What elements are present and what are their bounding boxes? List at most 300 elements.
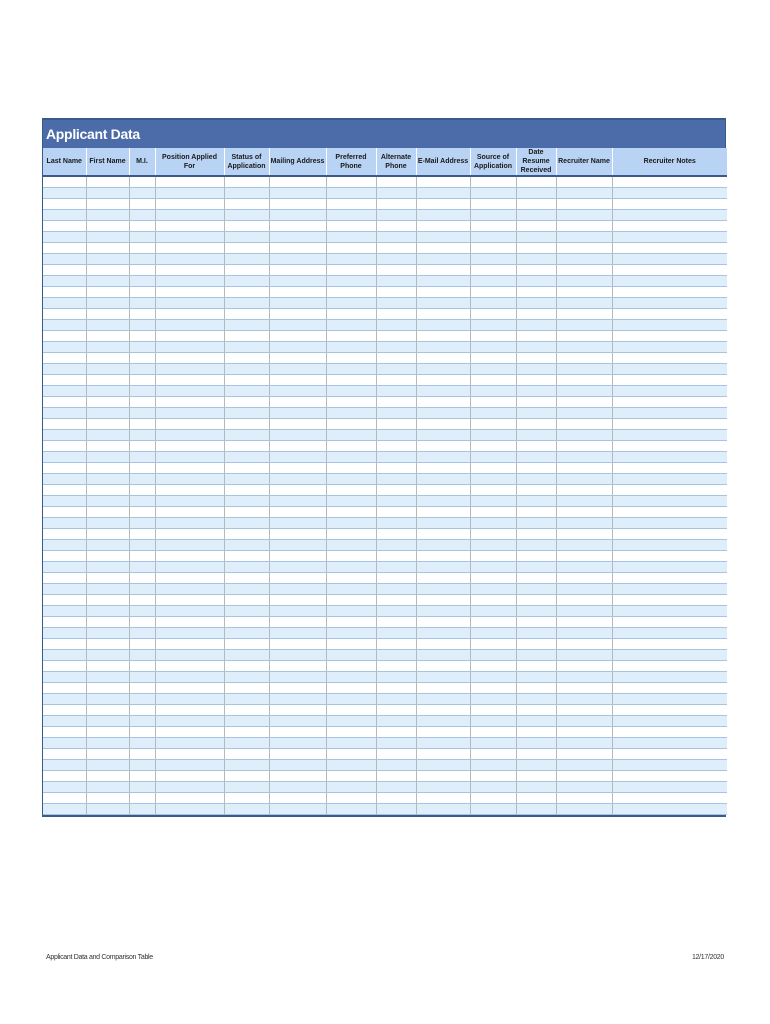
table-cell[interactable] (326, 782, 376, 793)
table-cell[interactable] (556, 188, 612, 199)
table-cell[interactable] (326, 518, 376, 529)
table-cell[interactable] (155, 749, 224, 760)
table-cell[interactable] (376, 397, 416, 408)
table-cell[interactable] (224, 804, 269, 815)
table-cell[interactable] (269, 397, 326, 408)
table-cell[interactable] (129, 386, 155, 397)
table-cell[interactable] (269, 661, 326, 672)
table-cell[interactable] (376, 551, 416, 562)
table-cell[interactable] (43, 276, 86, 287)
table-cell[interactable] (43, 232, 86, 243)
table-cell[interactable] (516, 705, 556, 716)
table-cell[interactable] (612, 529, 727, 540)
table-cell[interactable] (224, 573, 269, 584)
table-cell[interactable] (416, 386, 470, 397)
table-cell[interactable] (612, 782, 727, 793)
table-cell[interactable] (269, 573, 326, 584)
table-cell[interactable] (224, 551, 269, 562)
table-cell[interactable] (416, 199, 470, 210)
table-cell[interactable] (416, 551, 470, 562)
table-cell[interactable] (612, 496, 727, 507)
table-cell[interactable] (86, 760, 129, 771)
table-cell[interactable] (556, 529, 612, 540)
table-cell[interactable] (516, 485, 556, 496)
table-cell[interactable] (556, 705, 612, 716)
table-cell[interactable] (416, 232, 470, 243)
table-cell[interactable] (326, 353, 376, 364)
table-cell[interactable] (612, 485, 727, 496)
table-cell[interactable] (556, 474, 612, 485)
table-cell[interactable] (470, 452, 516, 463)
table-cell[interactable] (416, 683, 470, 694)
table-cell[interactable] (224, 408, 269, 419)
table-cell[interactable] (556, 287, 612, 298)
table-cell[interactable] (86, 650, 129, 661)
table-cell[interactable] (470, 485, 516, 496)
table-cell[interactable] (86, 573, 129, 584)
table-cell[interactable] (86, 595, 129, 606)
table-cell[interactable] (269, 375, 326, 386)
table-cell[interactable] (129, 210, 155, 221)
table-cell[interactable] (376, 353, 416, 364)
table-cell[interactable] (556, 210, 612, 221)
table-cell[interactable] (326, 540, 376, 551)
table-cell[interactable] (516, 397, 556, 408)
table-cell[interactable] (43, 771, 86, 782)
table-cell[interactable] (376, 265, 416, 276)
table-cell[interactable] (612, 771, 727, 782)
table-cell[interactable] (376, 595, 416, 606)
table-cell[interactable] (269, 210, 326, 221)
table-cell[interactable] (269, 617, 326, 628)
table-cell[interactable] (516, 507, 556, 518)
table-cell[interactable] (376, 254, 416, 265)
table-cell[interactable] (326, 738, 376, 749)
table-cell[interactable] (43, 320, 86, 331)
table-cell[interactable] (129, 375, 155, 386)
table-cell[interactable] (470, 694, 516, 705)
table-cell[interactable] (43, 793, 86, 804)
table-cell[interactable] (269, 419, 326, 430)
table-cell[interactable] (43, 243, 86, 254)
table-cell[interactable] (129, 606, 155, 617)
table-cell[interactable] (129, 364, 155, 375)
table-cell[interactable] (269, 342, 326, 353)
table-cell[interactable] (612, 562, 727, 573)
table-cell[interactable] (416, 705, 470, 716)
table-cell[interactable] (326, 397, 376, 408)
table-cell[interactable] (43, 661, 86, 672)
table-cell[interactable] (416, 474, 470, 485)
table-cell[interactable] (470, 650, 516, 661)
table-cell[interactable] (155, 716, 224, 727)
table-cell[interactable] (416, 562, 470, 573)
table-cell[interactable] (556, 782, 612, 793)
table-cell[interactable] (224, 265, 269, 276)
table-cell[interactable] (376, 804, 416, 815)
table-cell[interactable] (516, 595, 556, 606)
table-cell[interactable] (556, 243, 612, 254)
table-cell[interactable] (86, 320, 129, 331)
table-cell[interactable] (43, 199, 86, 210)
table-cell[interactable] (129, 617, 155, 628)
table-cell[interactable] (224, 441, 269, 452)
table-cell[interactable] (129, 705, 155, 716)
table-cell[interactable] (470, 397, 516, 408)
table-cell[interactable] (224, 485, 269, 496)
table-cell[interactable] (224, 232, 269, 243)
table-cell[interactable] (470, 199, 516, 210)
table-cell[interactable] (129, 232, 155, 243)
table-cell[interactable] (326, 309, 376, 320)
table-cell[interactable] (129, 287, 155, 298)
table-cell[interactable] (556, 507, 612, 518)
table-cell[interactable] (43, 573, 86, 584)
table-cell[interactable] (129, 474, 155, 485)
table-cell[interactable] (155, 584, 224, 595)
table-cell[interactable] (86, 606, 129, 617)
table-cell[interactable] (155, 760, 224, 771)
table-cell[interactable] (516, 573, 556, 584)
table-cell[interactable] (269, 639, 326, 650)
table-cell[interactable] (326, 276, 376, 287)
table-cell[interactable] (86, 188, 129, 199)
table-cell[interactable] (224, 342, 269, 353)
table-cell[interactable] (556, 771, 612, 782)
table-cell[interactable] (269, 188, 326, 199)
table-cell[interactable] (129, 254, 155, 265)
table-cell[interactable] (326, 672, 376, 683)
table-cell[interactable] (470, 309, 516, 320)
table-cell[interactable] (470, 738, 516, 749)
table-cell[interactable] (516, 749, 556, 760)
table-cell[interactable] (43, 298, 86, 309)
table-cell[interactable] (470, 661, 516, 672)
table-cell[interactable] (129, 782, 155, 793)
table-cell[interactable] (155, 738, 224, 749)
table-cell[interactable] (86, 672, 129, 683)
table-cell[interactable] (556, 452, 612, 463)
table-cell[interactable] (155, 276, 224, 287)
table-cell[interactable] (376, 496, 416, 507)
table-cell[interactable] (269, 716, 326, 727)
table-cell[interactable] (326, 749, 376, 760)
table-cell[interactable] (43, 441, 86, 452)
table-cell[interactable] (416, 419, 470, 430)
table-cell[interactable] (556, 562, 612, 573)
table-cell[interactable] (376, 672, 416, 683)
table-cell[interactable] (612, 375, 727, 386)
table-cell[interactable] (516, 628, 556, 639)
table-cell[interactable] (269, 353, 326, 364)
table-cell[interactable] (155, 804, 224, 815)
table-cell[interactable] (376, 430, 416, 441)
table-cell[interactable] (376, 716, 416, 727)
table-cell[interactable] (376, 221, 416, 232)
table-cell[interactable] (470, 540, 516, 551)
table-cell[interactable] (326, 265, 376, 276)
table-cell[interactable] (224, 617, 269, 628)
table-cell[interactable] (269, 529, 326, 540)
table-cell[interactable] (155, 232, 224, 243)
table-cell[interactable] (129, 243, 155, 254)
table-cell[interactable] (416, 320, 470, 331)
table-cell[interactable] (86, 419, 129, 430)
table-cell[interactable] (416, 727, 470, 738)
table-cell[interactable] (224, 771, 269, 782)
table-cell[interactable] (86, 221, 129, 232)
table-cell[interactable] (556, 221, 612, 232)
table-cell[interactable] (556, 617, 612, 628)
table-cell[interactable] (43, 342, 86, 353)
table-cell[interactable] (326, 551, 376, 562)
table-cell[interactable] (470, 793, 516, 804)
table-cell[interactable] (43, 683, 86, 694)
table-cell[interactable] (612, 738, 727, 749)
table-cell[interactable] (376, 540, 416, 551)
table-cell[interactable] (516, 540, 556, 551)
table-cell[interactable] (376, 529, 416, 540)
table-cell[interactable] (155, 727, 224, 738)
table-cell[interactable] (326, 298, 376, 309)
table-cell[interactable] (269, 562, 326, 573)
table-cell[interactable] (155, 243, 224, 254)
table-cell[interactable] (43, 430, 86, 441)
table-cell[interactable] (326, 364, 376, 375)
table-cell[interactable] (129, 320, 155, 331)
table-cell[interactable] (470, 749, 516, 760)
table-cell[interactable] (516, 386, 556, 397)
table-cell[interactable] (129, 716, 155, 727)
table-cell[interactable] (416, 507, 470, 518)
table-cell[interactable] (43, 452, 86, 463)
table-cell[interactable] (470, 463, 516, 474)
table-cell[interactable] (612, 419, 727, 430)
table-cell[interactable] (612, 276, 727, 287)
table-cell[interactable] (129, 694, 155, 705)
table-cell[interactable] (416, 793, 470, 804)
table-cell[interactable] (470, 430, 516, 441)
table-cell[interactable] (43, 364, 86, 375)
table-cell[interactable] (224, 595, 269, 606)
table-cell[interactable] (269, 507, 326, 518)
table-cell[interactable] (86, 540, 129, 551)
table-cell[interactable] (86, 518, 129, 529)
table-cell[interactable] (155, 507, 224, 518)
table-cell[interactable] (556, 694, 612, 705)
table-cell[interactable] (556, 760, 612, 771)
table-cell[interactable] (556, 298, 612, 309)
table-cell[interactable] (376, 232, 416, 243)
table-cell[interactable] (129, 518, 155, 529)
table-cell[interactable] (155, 518, 224, 529)
table-cell[interactable] (129, 276, 155, 287)
table-cell[interactable] (129, 430, 155, 441)
table-cell[interactable] (416, 694, 470, 705)
table-cell[interactable] (269, 518, 326, 529)
table-cell[interactable] (416, 628, 470, 639)
table-cell[interactable] (43, 353, 86, 364)
table-cell[interactable] (224, 276, 269, 287)
table-cell[interactable] (224, 507, 269, 518)
table-cell[interactable] (224, 496, 269, 507)
table-cell[interactable] (516, 771, 556, 782)
table-cell[interactable] (86, 287, 129, 298)
table-cell[interactable] (470, 606, 516, 617)
table-cell[interactable] (269, 551, 326, 562)
table-cell[interactable] (86, 617, 129, 628)
table-cell[interactable] (224, 694, 269, 705)
table-cell[interactable] (86, 210, 129, 221)
table-cell[interactable] (269, 463, 326, 474)
table-cell[interactable] (376, 782, 416, 793)
table-cell[interactable] (224, 782, 269, 793)
table-cell[interactable] (516, 452, 556, 463)
table-cell[interactable] (155, 771, 224, 782)
table-cell[interactable] (470, 474, 516, 485)
column-header-middle-initial[interactable]: M.I. (129, 148, 155, 176)
table-cell[interactable] (269, 441, 326, 452)
table-cell[interactable] (326, 210, 376, 221)
table-cell[interactable] (155, 441, 224, 452)
table-cell[interactable] (376, 298, 416, 309)
table-cell[interactable] (86, 176, 129, 188)
table-cell[interactable] (43, 760, 86, 771)
table-cell[interactable] (556, 595, 612, 606)
table-cell[interactable] (43, 496, 86, 507)
table-cell[interactable] (376, 661, 416, 672)
table-cell[interactable] (129, 738, 155, 749)
table-cell[interactable] (612, 331, 727, 342)
table-cell[interactable] (470, 804, 516, 815)
table-cell[interactable] (612, 694, 727, 705)
table-cell[interactable] (155, 309, 224, 320)
table-cell[interactable] (43, 375, 86, 386)
table-cell[interactable] (269, 452, 326, 463)
table-cell[interactable] (269, 320, 326, 331)
table-cell[interactable] (86, 386, 129, 397)
table-cell[interactable] (86, 408, 129, 419)
column-header-mailing-address[interactable]: Mailing Address (269, 148, 326, 176)
table-cell[interactable] (516, 683, 556, 694)
table-cell[interactable] (556, 397, 612, 408)
table-cell[interactable] (269, 782, 326, 793)
table-cell[interactable] (224, 606, 269, 617)
table-cell[interactable] (43, 584, 86, 595)
table-cell[interactable] (86, 507, 129, 518)
table-cell[interactable] (269, 276, 326, 287)
table-cell[interactable] (43, 463, 86, 474)
table-cell[interactable] (612, 243, 727, 254)
table-cell[interactable] (326, 584, 376, 595)
table-cell[interactable] (155, 364, 224, 375)
table-cell[interactable] (326, 485, 376, 496)
table-cell[interactable] (612, 232, 727, 243)
table-cell[interactable] (155, 529, 224, 540)
table-cell[interactable] (326, 342, 376, 353)
table-cell[interactable] (129, 176, 155, 188)
table-cell[interactable] (556, 441, 612, 452)
table-cell[interactable] (86, 199, 129, 210)
table-cell[interactable] (129, 793, 155, 804)
table-cell[interactable] (516, 617, 556, 628)
table-cell[interactable] (224, 375, 269, 386)
table-cell[interactable] (470, 617, 516, 628)
table-cell[interactable] (155, 661, 224, 672)
table-cell[interactable] (556, 254, 612, 265)
table-cell[interactable] (376, 606, 416, 617)
table-cell[interactable] (86, 562, 129, 573)
table-cell[interactable] (43, 749, 86, 760)
table-cell[interactable] (155, 397, 224, 408)
table-cell[interactable] (376, 210, 416, 221)
table-cell[interactable] (556, 573, 612, 584)
table-cell[interactable] (556, 650, 612, 661)
table-cell[interactable] (43, 639, 86, 650)
table-cell[interactable] (129, 573, 155, 584)
table-cell[interactable] (556, 320, 612, 331)
table-cell[interactable] (129, 595, 155, 606)
table-cell[interactable] (129, 485, 155, 496)
table-cell[interactable] (470, 386, 516, 397)
table-cell[interactable] (269, 298, 326, 309)
table-cell[interactable] (416, 364, 470, 375)
table-cell[interactable] (326, 287, 376, 298)
table-cell[interactable] (416, 441, 470, 452)
table-cell[interactable] (155, 573, 224, 584)
table-cell[interactable] (326, 408, 376, 419)
table-cell[interactable] (43, 727, 86, 738)
table-cell[interactable] (376, 375, 416, 386)
table-cell[interactable] (269, 694, 326, 705)
table-cell[interactable] (470, 441, 516, 452)
table-cell[interactable] (516, 672, 556, 683)
table-cell[interactable] (269, 265, 326, 276)
table-cell[interactable] (516, 408, 556, 419)
table-cell[interactable] (43, 419, 86, 430)
table-cell[interactable] (470, 628, 516, 639)
table-cell[interactable] (43, 551, 86, 562)
table-cell[interactable] (612, 210, 727, 221)
table-cell[interactable] (612, 452, 727, 463)
table-cell[interactable] (416, 617, 470, 628)
table-cell[interactable] (326, 628, 376, 639)
table-cell[interactable] (86, 463, 129, 474)
table-cell[interactable] (224, 221, 269, 232)
table-cell[interactable] (129, 441, 155, 452)
table-cell[interactable] (470, 518, 516, 529)
table-cell[interactable] (269, 650, 326, 661)
table-cell[interactable] (224, 661, 269, 672)
table-cell[interactable] (376, 463, 416, 474)
table-cell[interactable] (326, 606, 376, 617)
table-cell[interactable] (224, 584, 269, 595)
table-cell[interactable] (129, 397, 155, 408)
table-cell[interactable] (416, 716, 470, 727)
table-cell[interactable] (326, 793, 376, 804)
table-cell[interactable] (470, 496, 516, 507)
table-cell[interactable] (129, 760, 155, 771)
table-cell[interactable] (129, 331, 155, 342)
table-cell[interactable] (269, 683, 326, 694)
table-cell[interactable] (612, 176, 727, 188)
table-cell[interactable] (269, 232, 326, 243)
table-cell[interactable] (43, 529, 86, 540)
table-cell[interactable] (470, 232, 516, 243)
table-cell[interactable] (612, 430, 727, 441)
table-cell[interactable] (326, 716, 376, 727)
table-cell[interactable] (470, 408, 516, 419)
